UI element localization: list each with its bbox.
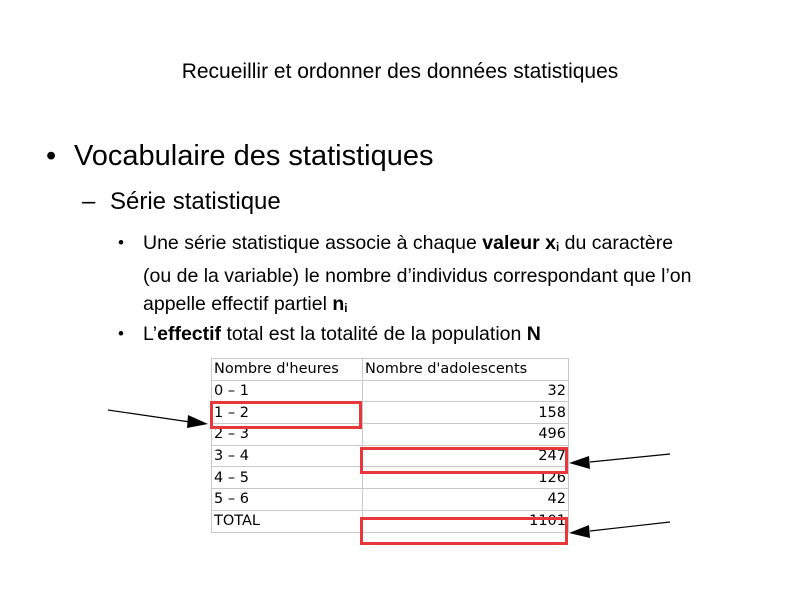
text-part: L’ xyxy=(143,323,158,345)
text-part: du caractère (ou de la variable) le nombre d’individus correspondant que l’on appelle effectif partiel xyxy=(143,232,692,315)
bullet-dot-icon: • xyxy=(118,233,124,252)
bold-n: n xyxy=(332,293,345,315)
cell-total-value: 1101 xyxy=(363,510,569,532)
bullet-dot-icon: • xyxy=(46,140,57,172)
slide-title: Recueillir et ordonner des données statistiques xyxy=(181,60,619,83)
subscript-i: i xyxy=(344,302,348,315)
arrow-to-effectif-icon xyxy=(569,454,670,469)
cell-count: 247 xyxy=(363,445,569,467)
text-part: total est la totalité de la population xyxy=(221,323,527,345)
bold-valeur-x: valeur x xyxy=(482,232,556,254)
cell-range: 2 – 3 xyxy=(212,424,363,446)
cell-range: 0 – 1 xyxy=(212,380,363,402)
cell-count: 32 xyxy=(363,380,569,402)
cell-count: 158 xyxy=(363,402,569,424)
header-heures: Nombre d'heures xyxy=(212,359,363,381)
cell-count: 42 xyxy=(363,489,569,511)
bold-effectif: effectif xyxy=(157,323,222,345)
bullet-serie-statistique: Série statistique xyxy=(110,188,281,215)
bold-N: N xyxy=(526,323,541,345)
text-part: Une série statistique associe à chaque xyxy=(143,232,483,254)
bullet-dash-icon: – xyxy=(82,188,96,215)
bullet-dot-icon: • xyxy=(118,324,124,343)
bullet-vocabulaire: Vocabulaire des statistiques xyxy=(74,140,434,172)
header-adolescents: Nombre d'adolescents xyxy=(363,359,569,381)
cell-range: 4 – 5 xyxy=(212,467,363,489)
arrow-to-total-icon xyxy=(569,522,670,538)
cell-count: 496 xyxy=(363,424,569,446)
cell-range: 1 – 2 xyxy=(212,402,363,424)
cell-range: 3 – 4 xyxy=(212,445,363,467)
cell-range: 5 – 6 xyxy=(212,489,363,511)
subscript-i: i xyxy=(556,241,560,254)
cell-count: 126 xyxy=(363,467,569,489)
cell-total-label: TOTAL xyxy=(212,510,363,532)
arrow-to-value-icon xyxy=(108,410,208,428)
